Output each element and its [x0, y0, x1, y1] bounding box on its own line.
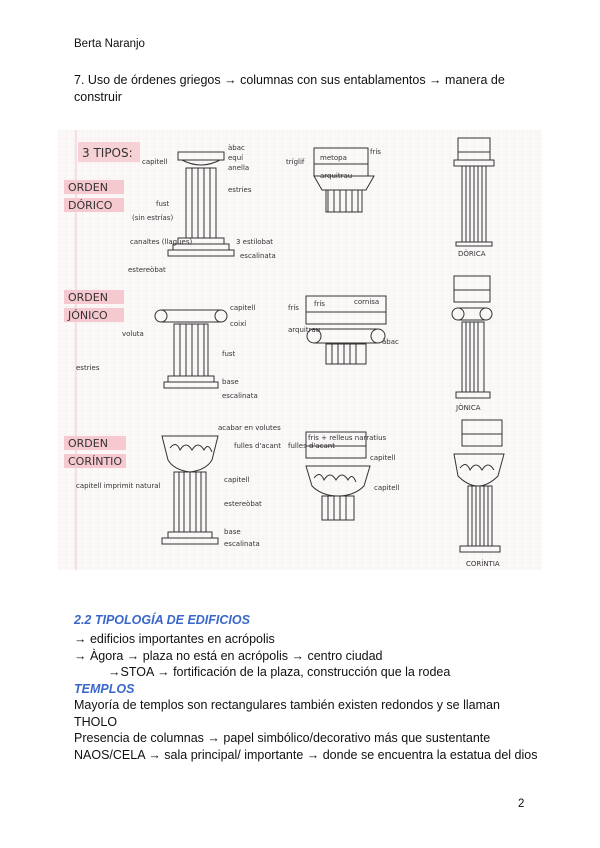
- doric-caption: DÒRICA: [458, 250, 486, 258]
- section-body: [74, 631, 544, 763]
- body-line-1: → edificios importantes en acrópolis: [74, 632, 275, 646]
- body-line-3: →STOA → fortificación de la plaza, construcción que la rodea: [108, 665, 451, 679]
- intro-line-1: 7. Uso de órdenes griegos → columnas con sus entablamentos → manera de: [74, 73, 505, 87]
- doric-label-escalinata: escalinata: [240, 252, 276, 260]
- greek-orders-sketch: [58, 130, 542, 570]
- svg-text:ORDEN: ORDEN: [68, 181, 108, 194]
- corinthian-label-capitell: capitell: [224, 476, 250, 484]
- svg-text:JÓNICO: JÓNICO: [68, 309, 108, 322]
- temple-line-2: THOLO: [74, 714, 118, 729]
- corinthian-label-volutes: acabar en volutes: [218, 424, 281, 432]
- doric-label-estilobat: 3 estilobat: [236, 238, 274, 246]
- doric-label-estries: estries: [228, 186, 252, 194]
- temple-line-1: Mayoría de templos son rectangulares también existen redondos y se llaman: [74, 698, 500, 712]
- corinthian-label-capitell-natural: capitell imprimit natural: [76, 482, 161, 490]
- temple-line-3: Presencia de columnas → papel simbólico/decorativo más que sustentante: [74, 731, 491, 745]
- ionic-label-cornisa: cornisa: [354, 298, 380, 306]
- doric-label-arquitrau: arquitrau: [320, 172, 353, 180]
- corinthian-label-escalinata: escalinata: [224, 540, 260, 548]
- temple-line-4: NAOS/CELA → sala principal/ importante → donde se encuentra la estatua del dios: [74, 747, 538, 762]
- corinthian-caption: CORÍNTIA: [466, 560, 500, 568]
- ionic-label-fust: fust: [222, 350, 236, 358]
- corinthian-label-capitell-2: capitell: [370, 454, 396, 462]
- ionic-label-fris: frís: [288, 304, 299, 312]
- author-name: Berta Naranjo: [74, 38, 145, 50]
- svg-text:DÓRICO: DÓRICO: [68, 199, 113, 212]
- corinthian-label-capitell-3: capitell: [374, 484, 400, 492]
- ionic-label-capitell: capitell: [230, 304, 256, 312]
- intro-line-2: construir: [74, 90, 122, 104]
- doric-label-sin-estrias: (sin estrías): [132, 214, 174, 222]
- tipos-title: 3 TIPOS:: [82, 146, 133, 160]
- ionic-label-escalinata: escalinata: [222, 392, 258, 400]
- svg-text:ORDEN: ORDEN: [68, 437, 108, 450]
- ionic-label-voluta: voluta: [122, 330, 144, 338]
- page-number: 2: [518, 798, 525, 810]
- corinthian-label-estereobat: estereòbat: [224, 500, 262, 508]
- section-heading: 2.2 TIPOLOGÍA DE EDIFICIOS: [74, 613, 250, 627]
- corinthian-label-fris: fris + relleus narratius: [308, 434, 387, 442]
- ionic-label-base: base: [222, 378, 239, 386]
- intro-paragraph: [74, 72, 534, 106]
- corinthian-label-fulles-2: fulles d'acant: [288, 442, 335, 450]
- svg-text:CORÍNTIO: CORÍNTIO: [68, 455, 123, 468]
- doric-label-metopa: metopa: [320, 154, 347, 162]
- doric-label-estereobat: estereòbat: [128, 266, 166, 274]
- doric-label-equi: equí: [228, 154, 244, 162]
- corinthian-label-fulles: fulles d'acant: [234, 442, 281, 450]
- ionic-label-fris-2: frís: [314, 300, 325, 308]
- ionic-label-arquitrau: arquitrau: [288, 326, 321, 334]
- ionic-label-estries: estries: [76, 364, 100, 372]
- doric-label-fris: frís: [370, 148, 381, 156]
- ionic-caption: JÒNICA: [456, 404, 481, 412]
- templos-subheading: TEMPLOS: [74, 681, 135, 696]
- corinthian-label-base: base: [224, 528, 241, 536]
- doric-label-anella: anella: [228, 164, 250, 172]
- ionic-label-coixi: coixí: [230, 320, 247, 328]
- doric-label-canaltes: canaltes (llagues): [130, 238, 193, 246]
- doric-label-capitell: capitell: [142, 158, 168, 166]
- svg-text:ORDEN: ORDEN: [68, 291, 108, 304]
- doric-label-triglif: tríglif: [286, 158, 305, 166]
- body-line-2: → Àgora → plaza no está en acrópolis → centro ciudad: [74, 648, 383, 663]
- doric-label-abac: àbac: [228, 144, 245, 152]
- doric-label-fust: fust: [156, 200, 170, 208]
- ionic-label-abac: àbac: [382, 338, 399, 346]
